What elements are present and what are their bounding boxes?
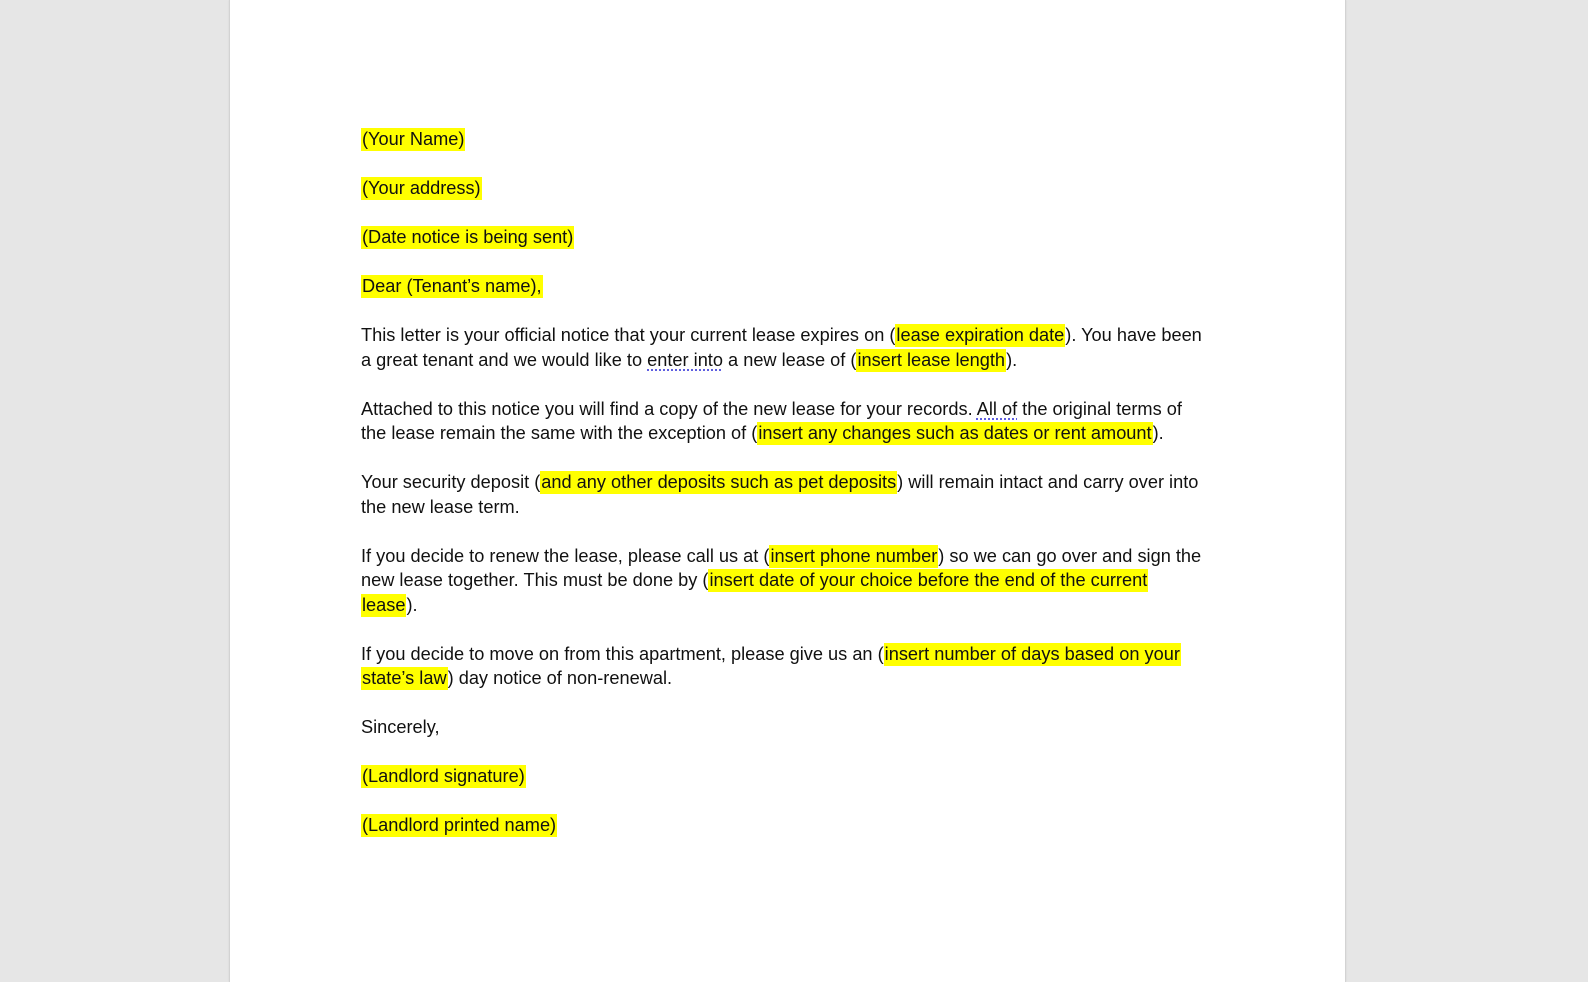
body-text: ). <box>406 594 418 615</box>
body-text: If you decide to move on from this apartment, please give us an ( <box>361 643 884 664</box>
renewal-deadline-placeholder: insert date of your choice before the end of the current <box>709 570 1148 590</box>
body-text: the original terms of <box>1017 398 1182 419</box>
sender-name-paragraph <box>361 127 1221 152</box>
paragraph-line <box>361 666 1221 691</box>
body-text: new lease together. This must be done by ( <box>361 570 709 590</box>
body-text: ). <box>1152 423 1164 443</box>
notice-days-placeholder: insert number of days based on your <box>884 643 1180 664</box>
salutation-paragraph <box>361 274 1221 299</box>
proofing-flag-all-of[interactable]: All of <box>976 398 1018 419</box>
deposits-placeholder: and any other deposits such as pet deposits <box>541 472 897 492</box>
proofing-flag-enter-into[interactable]: enter into <box>647 349 723 370</box>
paragraph-line <box>361 397 1221 422</box>
landlord-printed-name-placeholder: (Landlord printed name) <box>362 815 557 835</box>
attached-lease-paragraph <box>361 397 1221 446</box>
closing-text: Sincerely, <box>361 717 440 737</box>
non-renewal-paragraph <box>361 642 1221 691</box>
notice-date-paragraph <box>361 225 1221 250</box>
salutation-placeholder: Dear (Tenant’s name), <box>362 276 542 296</box>
body-text: ). <box>1006 349 1018 370</box>
paragraph-line <box>361 593 1221 618</box>
landlord-signature-placeholder: (Landlord signature) <box>362 766 525 786</box>
body-text: the new lease term. <box>361 496 520 517</box>
signature-paragraph <box>361 764 1221 789</box>
paragraph-line <box>361 348 1221 373</box>
paragraph-line <box>361 470 1221 495</box>
body-text: ) so we can go over and sign the <box>938 545 1202 566</box>
body-text: the lease remain the same with the exception of ( <box>361 423 758 443</box>
body-text: a new lease of ( <box>722 349 857 370</box>
lease-expiration-paragraph <box>361 323 1221 372</box>
paragraph-line <box>361 495 1221 520</box>
paragraph-line <box>361 421 1221 446</box>
paragraph-line <box>361 544 1221 569</box>
notice-days-placeholder-continued: state’s law <box>362 668 447 688</box>
notice-date-placeholder: (Date notice is being sent) <box>362 227 574 247</box>
lease-expiration-placeholder: lease expiration date <box>896 325 1065 345</box>
body-text: ) will remain intact and carry over into <box>897 472 1199 492</box>
body-text: This letter is your official notice that your current lease expires on ( <box>361 325 896 345</box>
body-text: If you decide to renew the lease, please call us at ( <box>361 545 770 566</box>
body-text: ) day notice of non-renewal. <box>447 668 673 688</box>
phone-number-placeholder: insert phone number <box>770 545 938 566</box>
body-text: Attached to this notice you will find a copy of the new lease for your records. <box>361 398 977 419</box>
letter-body[interactable] <box>361 127 1221 862</box>
paragraph-line <box>361 642 1221 667</box>
lease-length-placeholder: insert lease length <box>857 349 1006 370</box>
security-deposit-paragraph <box>361 470 1221 519</box>
sender-address-placeholder: (Your address) <box>362 178 481 198</box>
body-text: a great tenant and we would like to <box>361 349 648 370</box>
renewal-deadline-placeholder-continued: lease <box>362 594 406 615</box>
paragraph-line <box>361 323 1221 348</box>
printed-name-paragraph <box>361 813 1221 838</box>
document-page[interactable] <box>229 0 1346 982</box>
body-text: Your security deposit ( <box>361 472 541 492</box>
lease-changes-placeholder: insert any changes such as dates or rent amount <box>758 423 1152 443</box>
paragraph-line <box>361 568 1221 593</box>
renewal-paragraph <box>361 544 1221 618</box>
sender-address-paragraph <box>361 176 1221 201</box>
body-text: ). You have been <box>1065 325 1202 345</box>
closing-paragraph <box>361 715 1221 740</box>
sender-name-placeholder: (Your Name) <box>362 129 465 149</box>
